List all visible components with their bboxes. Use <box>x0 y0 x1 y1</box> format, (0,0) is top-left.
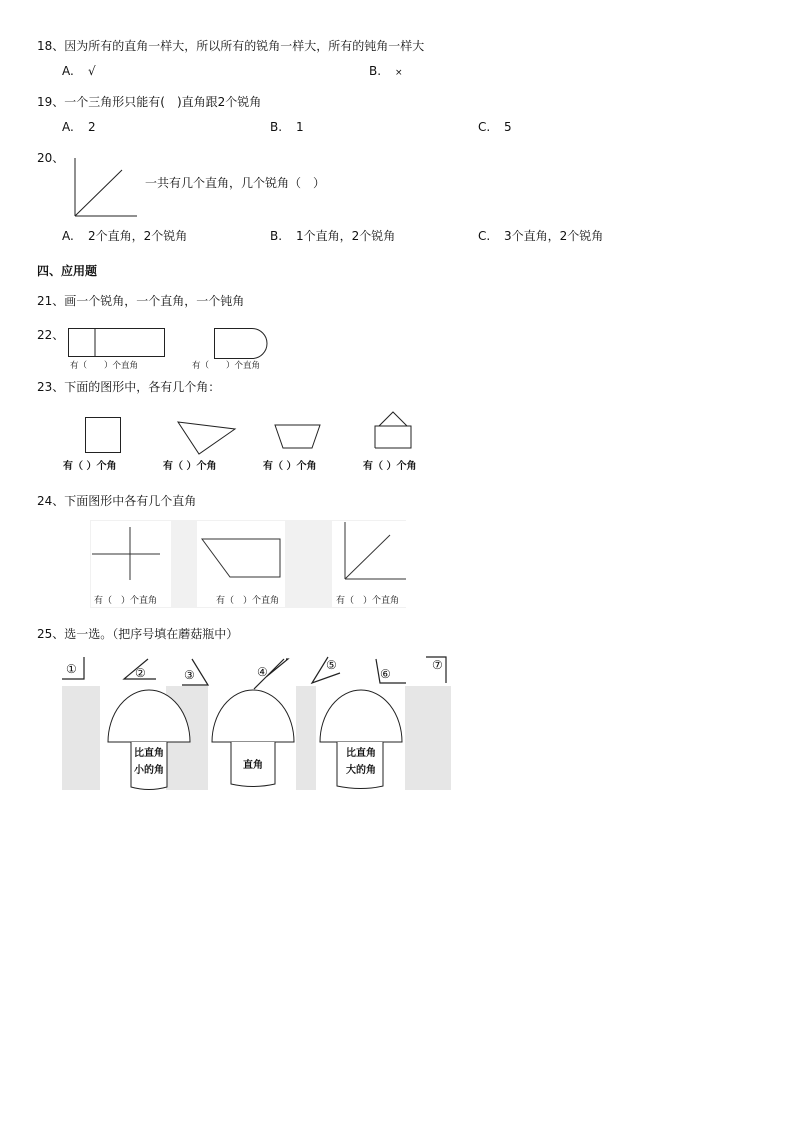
q22-label-2: 有（ ）个直角 <box>192 361 261 371</box>
q23-house-figure <box>374 410 414 450</box>
q25-gray-band <box>405 686 451 790</box>
q23-triangle-figure <box>176 420 238 456</box>
q20-number: 20、 <box>37 151 65 165</box>
angle-mark-5: ⑤ <box>326 658 337 672</box>
q20-question: 一共有几个直角，几个锐角（ ） <box>145 176 326 190</box>
q19-option-c[interactable] <box>478 120 512 134</box>
q24-figures <box>90 520 406 608</box>
angle-mark-1: ① <box>66 662 77 676</box>
q24-question: 24、下面图形中各有几个直角 <box>37 494 197 508</box>
mushroom-1-line2: 小的角 <box>134 765 164 776</box>
q20-option-a[interactable] <box>62 229 187 243</box>
option-value: 2 <box>88 120 96 134</box>
angle-mark-7: ⑦ <box>432 658 443 672</box>
q24-label-3: 有（ ）个直角 <box>336 596 400 606</box>
q25-gray-band <box>62 686 100 790</box>
q21-question: 21、画一个锐角，一个直角，一个钝角 <box>37 294 245 308</box>
angle-mark-2: ② <box>135 666 146 680</box>
option-letter: C. <box>478 120 491 134</box>
q24-label-2: 有（ ）个直角 <box>216 596 280 606</box>
q19-question: 19、一个三角形只能有( )直角跟2个锐角 <box>37 95 262 109</box>
q18-option-a[interactable] <box>62 64 96 78</box>
angle-mark-3: ③ <box>184 668 195 682</box>
option-value: 1 <box>296 120 304 134</box>
q22-rectangle-figure <box>68 328 166 358</box>
angle-mark-4: ④ <box>257 665 268 679</box>
option-value: 3个直角，2个锐角 <box>504 229 604 243</box>
q23-label-4: 有（ ）个角 <box>363 461 417 472</box>
mushroom-2-label <box>232 757 274 774</box>
q18-question: 18、因为所有的直角一样大，所以所有的锐角一样大，所有的钝角一样大 <box>37 39 425 53</box>
mushroom-1-line1: 比直角 <box>134 748 164 759</box>
q23-label-2: 有（ ）个角 <box>163 461 217 472</box>
option-letter: C. <box>478 229 491 243</box>
section-title: 四、应用题 <box>37 264 98 278</box>
q23-label-1: 有（ ）个角 <box>63 461 117 472</box>
option-value: 5 <box>504 120 512 134</box>
q19-option-a[interactable] <box>62 120 96 134</box>
q20-option-c[interactable] <box>478 229 603 243</box>
q20-option-b[interactable] <box>270 229 395 243</box>
q25-gray-band <box>296 686 316 790</box>
q18-option-b[interactable] <box>369 64 403 80</box>
option-value: 2个直角，2个锐角 <box>88 229 188 243</box>
q23-question: 23、下面的图形中，各有几个角： <box>37 380 221 394</box>
q22-d-shape-figure <box>214 328 270 360</box>
q23-trapezoid-figure <box>274 424 322 450</box>
option-letter: B. <box>270 229 283 243</box>
option-letter: B. <box>369 64 382 78</box>
mushroom-3-line1: 比直角 <box>346 748 376 759</box>
angle-mark-6: ⑥ <box>380 667 391 681</box>
option-letter: A. <box>62 120 74 134</box>
q22-number: 22、 <box>37 328 65 342</box>
mushroom-2-line1: 直角 <box>243 760 263 771</box>
q25-question: 25、选一选。（把序号填在蘑菇瓶中） <box>37 627 239 641</box>
option-letter: B. <box>270 120 283 134</box>
q19-option-b[interactable] <box>270 120 304 134</box>
mushroom-3-label <box>341 745 381 779</box>
q23-label-3: 有（ ）个角 <box>263 461 317 472</box>
option-letter: A. <box>62 64 74 78</box>
option-letter: A. <box>62 229 74 243</box>
q20-angle-figure <box>74 158 138 218</box>
option-value: × <box>395 68 403 78</box>
option-value: √ <box>88 64 96 78</box>
mushroom-jar-2 <box>209 688 297 792</box>
mushroom-1-label <box>131 745 167 779</box>
q24-label-1: 有（ ）个直角 <box>94 596 158 606</box>
mushroom-3-line2: 大的角 <box>346 765 376 776</box>
q23-square-figure <box>85 417 123 455</box>
q22-label-1: 有（ ）个直角 <box>70 361 139 371</box>
option-value: 1个直角，2个锐角 <box>296 229 396 243</box>
